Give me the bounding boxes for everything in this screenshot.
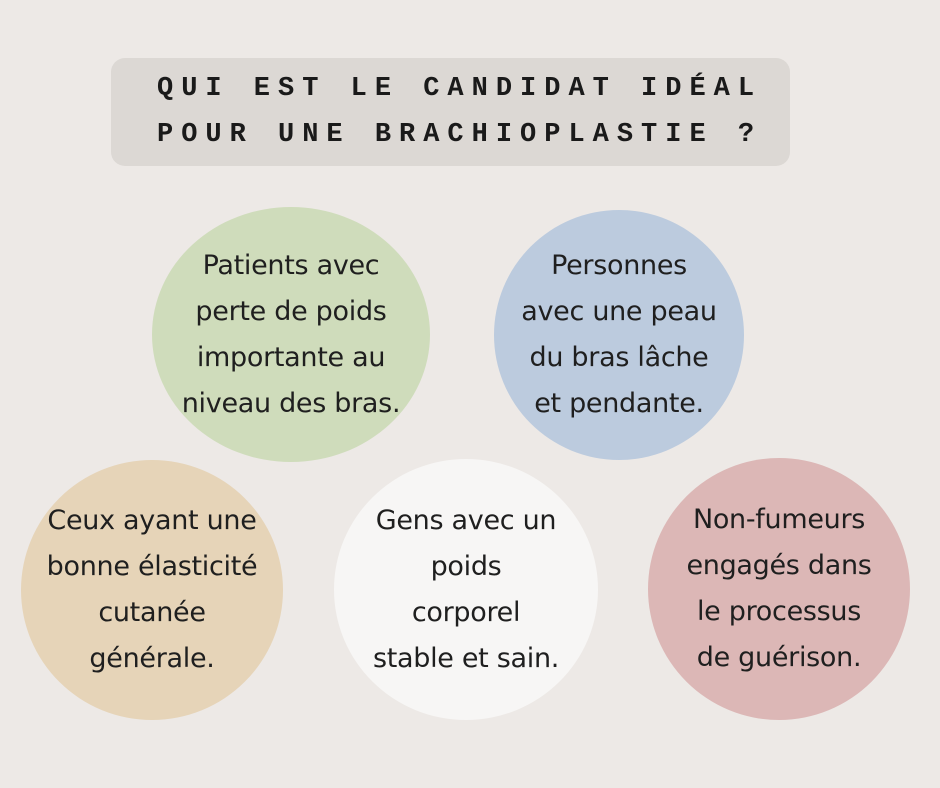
circle-elasticity (21, 460, 283, 720)
title-banner (111, 58, 790, 166)
circle-weight-loss-text: Patients avec perte de poids importante au niveau des bras. (181, 249, 401, 419)
circle-non-smokers-text: Non-fumeurs engagés dans le processus de guérison. (686, 504, 872, 673)
circle-elasticity-text: Ceux ayant une bonne élasticité cutanée générale. (46, 505, 258, 674)
circle-stable-weight-text: Gens avec un poids corporel stable et sain. (372, 504, 560, 674)
circle-stable-weight (334, 459, 598, 720)
circle-non-smokers (648, 458, 910, 720)
title-line-1: QUI EST LE CANDIDAT IDÉAL (157, 74, 763, 104)
circle-weight-loss (152, 207, 430, 462)
title-line-2: POUR UNE BRACHIOPLASTIE ? (157, 120, 763, 150)
circle-loose-skin (494, 210, 744, 460)
circle-loose-skin-text: Personnes avec une peau du bras lâche et pendante. (521, 250, 717, 419)
